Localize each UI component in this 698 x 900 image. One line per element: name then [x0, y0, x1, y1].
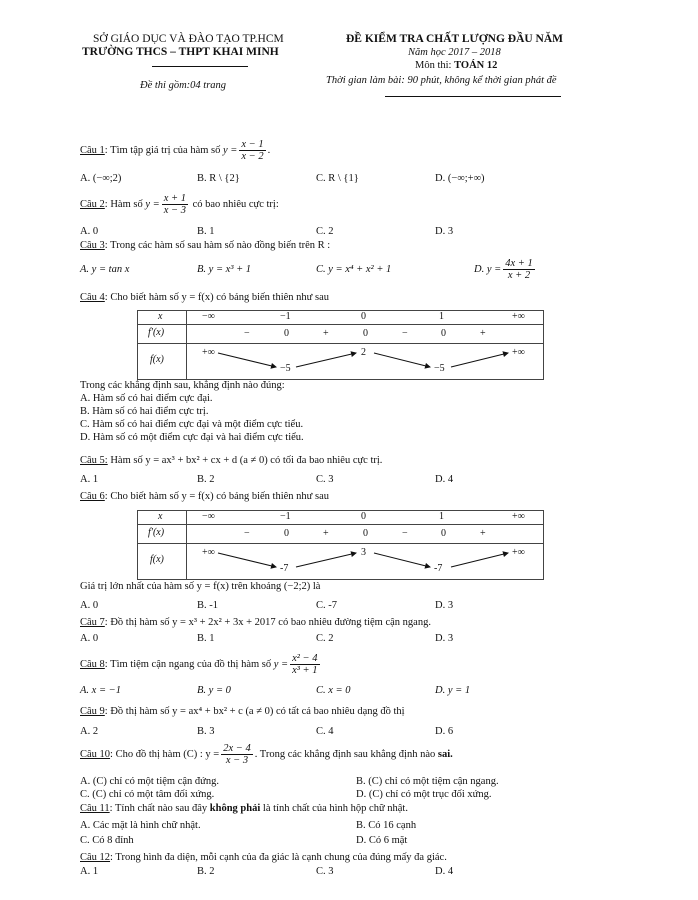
question-5: [80, 455, 382, 466]
question-text: : Cho đồ thị hàm (C) : y =: [110, 748, 220, 760]
question-text: : Cho biết hàm số y = f(x) có bảng biến thiên như sau: [104, 292, 329, 303]
denominator: x − 3: [225, 755, 249, 766]
option-c: C. 3: [316, 866, 334, 877]
derivative-sign: +: [323, 328, 329, 339]
option-b: B. 3: [197, 726, 215, 737]
arrow-down: [374, 553, 430, 567]
option-b: B. 2: [197, 866, 215, 877]
x-value: −∞: [202, 311, 215, 322]
fraction: [221, 743, 253, 766]
question-text-tail: là tính chất của hình hộp chữ nhật.: [260, 803, 408, 814]
f-value: +∞: [202, 547, 215, 558]
option-a: A. 0: [80, 226, 99, 237]
question-text: : Cho biết hàm số y = f(x) có bảng biến thiên như sau: [104, 491, 329, 502]
question-label: Câu 3: [80, 240, 105, 251]
variation-table-q4: [137, 310, 544, 380]
option-c: C. Có 8 đỉnh: [80, 835, 134, 846]
row-label-x: x: [158, 311, 163, 322]
question-text: : Trong hình đa diện, mỗi cạnh của đa giác là cạnh chung của đúng mấy đa giác.: [110, 852, 447, 863]
function-lhs: y =: [145, 198, 160, 210]
denominator: x − 3: [163, 205, 186, 216]
question-label: Câu 12: [80, 852, 111, 863]
question-text: Hàm số y = ax³ + bx² + cx + d (a ≠ 0) có tối đa bao nhiêu cực trị.: [107, 455, 383, 466]
x-value: +∞: [512, 311, 525, 322]
time-limit: Thời gian làm bài: 90 phút, không kể thời gian phát đề: [326, 75, 557, 86]
option-c: C. x = 0: [316, 685, 351, 696]
arrow-up: [296, 353, 356, 367]
question-text: : Tìm tiệm cận ngang của đồ thị hàm số: [104, 658, 272, 670]
question-text-tail: có bao nhiêu cực trị:: [192, 198, 279, 210]
option-c: C. (C) chỉ có một tâm đối xứng.: [80, 789, 215, 800]
x-value: +∞: [512, 511, 525, 522]
question-12: [80, 852, 447, 863]
option-d: D. y = 1: [435, 685, 471, 696]
question-text: : Trong các hàm số sau hàm số nào đồng biến trên R :: [104, 240, 331, 251]
row-label-derivative: f′(x): [148, 327, 165, 338]
option-a: A. 1: [80, 474, 99, 485]
option-d: D. (C) chỉ có một trục đối xứng.: [356, 789, 492, 800]
derivative-sign: −: [244, 328, 250, 339]
numerator: x² − 4: [292, 653, 318, 664]
header-divider-left: [152, 66, 248, 67]
option-a: A. Hàm số có hai điểm cực đại.: [80, 393, 213, 404]
question-4: [80, 292, 329, 303]
option-b: B. y = 0: [197, 685, 231, 696]
option-b: B. Hàm số có hai điểm cực trị.: [80, 406, 209, 417]
question-label: Câu 10: [80, 748, 111, 760]
variation-arrows: [138, 511, 543, 579]
question-text: : Tính chất nào sau đây: [109, 803, 210, 814]
option-d: D. 4: [435, 474, 454, 485]
header-divider-right: [385, 96, 561, 97]
x-value: 0: [361, 511, 366, 522]
derivative-sign: 0: [284, 528, 289, 539]
option-c: C. -7: [316, 600, 337, 611]
denominator: x³ + 1: [292, 665, 318, 676]
f-value: -7: [280, 563, 289, 574]
option-a: A. 0: [80, 600, 99, 611]
question-label: Câu 4: [80, 292, 105, 303]
f-value: −5: [434, 363, 445, 374]
option-c: C. 4: [316, 726, 334, 737]
option-d: [474, 258, 537, 281]
numerator: 4x + 1: [505, 258, 533, 269]
arrow-up: [451, 553, 508, 567]
option-b: B. R \ {2}: [197, 173, 240, 184]
x-value: −1: [280, 311, 291, 322]
derivative-sign: +: [323, 528, 329, 539]
option-c: C. y = x⁴ + x² + 1: [316, 264, 392, 275]
question-11: [80, 803, 408, 814]
derivative-sign: +: [480, 328, 486, 339]
option-c: C. Hàm số có hai điểm cực đại và một điểm cực tiểu.: [80, 419, 304, 430]
question-label: Câu 6: [80, 491, 105, 502]
derivative-sign: −: [244, 528, 250, 539]
option-d: D. 3: [435, 633, 454, 644]
question-prompt: Trong các khẳng định sau, khẳng định nào đúng:: [80, 380, 285, 391]
numerator: 2x − 4: [223, 743, 251, 754]
question-label: Câu 5:: [80, 455, 108, 466]
derivative-sign: −: [402, 528, 408, 539]
question-text: : Hàm số: [104, 198, 143, 210]
option-b: B. 1: [197, 633, 215, 644]
option-d: D. (−∞;+∞): [435, 173, 485, 184]
option-b: B. 2: [197, 474, 215, 485]
arrow-up: [296, 553, 356, 567]
question-label: Câu 11: [80, 803, 110, 814]
f-value: 3: [361, 547, 366, 558]
option-c: C. 3: [316, 474, 334, 485]
fraction: [290, 653, 319, 676]
fraction: [239, 139, 265, 162]
derivative-sign: +: [480, 528, 486, 539]
question-label: Câu 2: [80, 198, 105, 210]
denominator: x − 2: [241, 151, 264, 162]
subject-line: [415, 60, 497, 71]
option-d-label: D. y =: [474, 263, 502, 275]
option-a: A. Các mặt là hình chữ nhật.: [80, 820, 201, 831]
question-label: Câu 1: [80, 144, 105, 156]
question-7: [80, 617, 431, 628]
x-value: 1: [439, 311, 444, 322]
derivative-sign: 0: [441, 328, 446, 339]
question-emphasis: không phải: [209, 803, 261, 814]
question-10: [80, 743, 453, 766]
question-9: [80, 706, 405, 717]
question-label: Câu 8: [80, 658, 105, 670]
option-b: B. y = x³ + 1: [197, 264, 252, 275]
option-b: B. (C) chỉ có một tiệm cận ngang.: [356, 776, 499, 787]
school-year: Năm học 2017 – 2018: [408, 47, 501, 58]
arrow-down: [218, 553, 276, 567]
option-c: C. 2: [316, 226, 334, 237]
question-8: [80, 653, 322, 676]
variation-table-q6: [137, 510, 544, 580]
option-a: A. 2: [80, 726, 99, 737]
x-value: −1: [280, 511, 291, 522]
variation-arrows: [138, 311, 543, 379]
fraction: [503, 258, 535, 281]
arrow-down: [374, 353, 430, 367]
question-6: [80, 491, 329, 502]
question-1: Câu 1: Tìm tập giá trị của hàm số y = $\frac{x - 1}{x - 2}$ .: [80, 139, 271, 162]
x-value: 1: [439, 511, 444, 522]
option-c: C. 2: [316, 633, 334, 644]
row-label-f: f(x): [150, 354, 164, 365]
option-d: D. Hàm số có một điểm cực đại và hai điểm cực tiểu.: [80, 432, 304, 443]
derivative-sign: 0: [441, 528, 446, 539]
arrow-down: [218, 353, 276, 367]
option-b: B. -1: [197, 600, 218, 611]
derivative-sign: −: [402, 328, 408, 339]
option-a: A. 0: [80, 633, 99, 644]
derivative-sign: 0: [363, 328, 368, 339]
row-label-derivative: f′(x): [148, 527, 165, 538]
f-value: +∞: [512, 347, 525, 358]
question-text: : Đồ thị hàm số y = x³ + 2x² + 3x + 2017 có bao nhiêu đường tiệm cận ngang.: [104, 617, 431, 628]
question-2: [80, 193, 279, 216]
question-text: : Tìm tập giá trị của hàm số: [104, 144, 221, 156]
option-a: A. 1: [80, 866, 99, 877]
question-3: [80, 240, 330, 251]
denominator: x + 2: [507, 270, 531, 281]
exam-title: ĐỀ KIỂM TRA CHẤT LƯỢNG ĐẦU NĂM: [346, 33, 564, 45]
option-a: A. y = tan x: [80, 264, 130, 275]
f-value: +∞: [202, 347, 215, 358]
option-b: B. Có 16 cạnh: [356, 820, 417, 831]
f-value: -7: [434, 563, 443, 574]
dept-name: SỞ GIÁO DỤC VÀ ĐÀO TẠO TP.HCM: [93, 33, 284, 45]
option-d: D. 4: [435, 866, 454, 877]
derivative-sign: 0: [284, 328, 289, 339]
fraction: [162, 193, 188, 216]
x-value: 0: [361, 311, 366, 322]
function-lhs: y =: [223, 144, 238, 156]
row-label-x: x: [158, 511, 163, 522]
f-value: +∞: [512, 547, 525, 558]
option-c: C. R \ {1}: [316, 173, 359, 184]
option-a: A. x = −1: [80, 685, 121, 696]
question-label: Câu 9: [80, 706, 105, 717]
option-d: D. 3: [435, 600, 454, 611]
option-d: D. Có 6 mặt: [356, 835, 408, 846]
numerator: x − 1: [241, 139, 264, 150]
option-a: A. (−∞;2): [80, 173, 122, 184]
row-label-f: f(x): [150, 554, 164, 565]
page-count: Đề thi gồm:04 trang: [140, 80, 227, 91]
question-emphasis: sai.: [437, 748, 453, 760]
f-value: 2: [361, 347, 366, 358]
question-label: Câu 7: [80, 617, 105, 628]
option-d: D. 6: [435, 726, 454, 737]
option-b: B. 1: [197, 226, 215, 237]
subject-prefix: Môn thi:: [415, 60, 455, 71]
question-text: : Đồ thị hàm số y = ax⁴ + bx² + c (a ≠ 0) có tất cả bao nhiêu dạng đồ thị: [104, 706, 405, 717]
function-lhs: y =: [273, 658, 289, 670]
f-value: −5: [280, 363, 291, 374]
question-prompt: Giá trị lớn nhất của hàm số y = f(x) trên khoảng (−2;2) là: [80, 581, 321, 592]
school-name: TRƯỜNG THCS – THPT KHAI MINH: [82, 46, 279, 58]
x-value: −∞: [202, 511, 215, 522]
question-text-tail: . Trong các khẳng định sau khẳng định nào: [254, 748, 438, 760]
numerator: x + 1: [163, 193, 186, 204]
option-a: A. (C) chỉ có một tiệm cận đứng.: [80, 776, 219, 787]
subject-name: TOÁN 12: [454, 60, 498, 71]
derivative-sign: 0: [363, 528, 368, 539]
arrow-up: [451, 353, 508, 367]
option-d: D. 3: [435, 226, 454, 237]
